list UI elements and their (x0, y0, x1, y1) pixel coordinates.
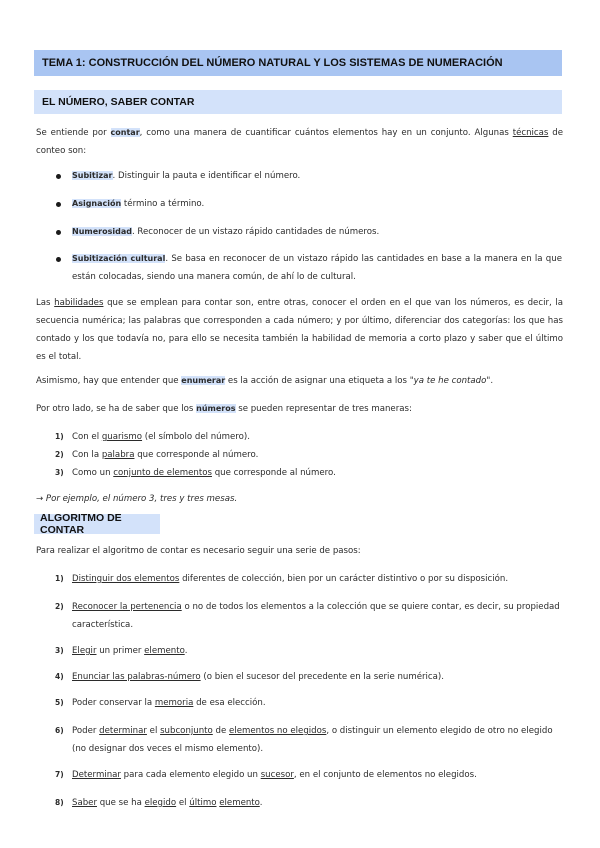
representation-item: Con la palabra que corresponde al número. (72, 450, 259, 460)
term-contar: contar (110, 128, 140, 137)
algorithm-step: Distinguir dos elementos diferentes de colección, bien por un carácter distintivo o por su disposición. (72, 574, 509, 584)
list-number: 2) (55, 450, 64, 459)
technique-item: Numerosidad. Reconocer de un vistazo rápido cantidades de números. (72, 227, 380, 237)
technique-item: Subitizar. Distinguir la pauta e identificar el número. (72, 171, 301, 181)
algorithm-step: Determinar para cada elemento elegido un sucesor, en el conjunto de elementos no elegidos. (72, 770, 477, 780)
technique-item: Subitización cultural. Se basa en reconocer de un vistazo rápido las cantidades en base a la manera en la que están colocadas, siendo una manera común, de ahí lo de cultural. (72, 254, 562, 282)
technique-item: Asignación término a término. (72, 199, 205, 209)
list-number: 7) (55, 770, 64, 779)
bullet-icon (56, 202, 61, 207)
term-habilidades: habilidades (54, 298, 104, 308)
list-number: 1) (55, 432, 64, 441)
example-line: → Por ejemplo, el número 3, tres y tres mesas. (36, 494, 238, 504)
algorithm-step: Reconocer la pertenencia o no de todos los elementos a la colección que se quiere contar, es decir, su propiedad característica. (72, 602, 560, 630)
section-heading-algoritmo: ALGORITMO DE CONTAR (34, 514, 160, 534)
list-number: 3) (55, 468, 64, 477)
algorithm-intro: Para realizar el algoritmo de contar es necesario seguir una serie de pasos: (36, 546, 361, 556)
bullet-icon (56, 174, 61, 179)
term-enumerar: enumerar (181, 376, 226, 385)
term-numeros: números (196, 404, 236, 413)
algorithm-step: Poder conservar la memoria de esa elección. (72, 698, 266, 708)
section-heading-numero: EL NÚMERO, SABER CONTAR (34, 90, 562, 114)
representation-item: Con el guarismo (el símbolo del número). (72, 432, 250, 442)
list-number: 8) (55, 798, 64, 807)
represent-paragraph: Por otro lado, se ha de saber que los números se pueden representar de tres maneras: (36, 404, 412, 414)
algorithm-step: Saber que se ha elegido el último elemento. (72, 798, 263, 808)
term-tecnicas: técnicas (512, 128, 549, 138)
bullet-icon (56, 230, 61, 235)
list-number: 3) (55, 646, 64, 655)
skills-paragraph: Las habilidades que se emplean para contar son, entre otras, conocer el orden en el que van los números, es decir, la secuencia numérica; las palabras que corresponden a cada número; y por último, diferenciar dos categorías: los que has contado y los que todavía no, para ello se necesita también la habilidad de memoria a corto plazo y saber que el último es el total. (36, 298, 564, 362)
list-number: 6) (55, 726, 64, 735)
algorithm-step: Poder determinar el subconjunto de elementos no elegidos, o distinguir un elemento elegido de otro no elegido (no designar dos veces el mismo elemento). (72, 726, 553, 754)
document-title: TEMA 1: CONSTRUCCIÓN DEL NÚMERO NATURAL Y LOS SISTEMAS DE NUMERACIÓN (34, 50, 562, 76)
list-number: 4) (55, 672, 64, 681)
representation-item: Como un conjunto de elementos que corresponde al número. (72, 468, 336, 478)
list-number: 2) (55, 602, 64, 611)
algorithm-step: Elegir un primer elemento. (72, 646, 188, 656)
intro-paragraph: Se entiende por contar, como una manera de cuantificar cuántos elementos hay en un conjunto. Algunas técnicas de conteo son: (36, 128, 563, 156)
list-number: 1) (55, 574, 64, 583)
algorithm-step: Enunciar las palabras-número (o bien el sucesor del precedente en la serie numérica). (72, 672, 445, 682)
bullet-icon (56, 257, 61, 262)
enumerar-paragraph: Asimismo, hay que entender que enumerar es la acción de asignar una etiqueta a los "ya te he contado". (36, 376, 494, 386)
list-number: 5) (55, 698, 64, 707)
